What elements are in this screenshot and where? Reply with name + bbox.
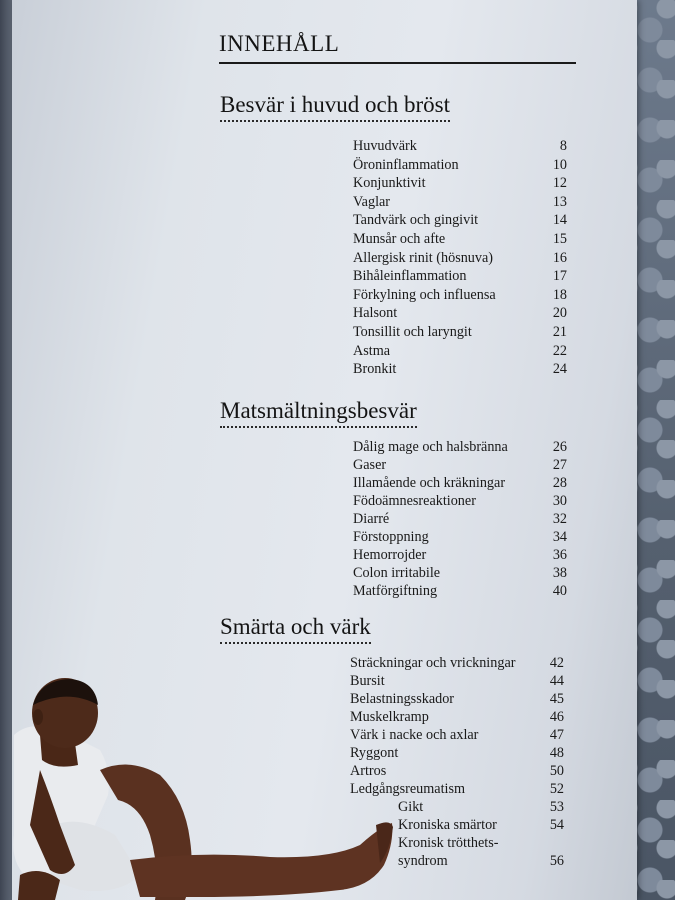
- toc-entry: [353, 564, 567, 582]
- entry-label: Kroniska smärtor: [398, 817, 497, 833]
- toc-entry: [353, 582, 567, 600]
- page-title: INNEHÅLL: [219, 30, 576, 64]
- entry-label: Artros: [350, 763, 387, 779]
- toc-entry: [353, 528, 567, 546]
- entry-label: Belastningsskador: [350, 691, 455, 707]
- toc-entry: [353, 137, 567, 155]
- entry-page-number: 32: [552, 511, 567, 527]
- entry-label: Illamående och kräkningar: [353, 475, 506, 491]
- entry-page-number: 10: [552, 156, 567, 173]
- entry-label: Bihåleinflammation: [353, 268, 467, 285]
- toc-entry: [353, 230, 567, 248]
- entry-page-number: 14: [552, 212, 567, 229]
- entry-page-number: 21: [552, 324, 567, 340]
- toc-entry: [353, 156, 567, 174]
- section-heading-digestion: Matsmältningsbesvär: [220, 398, 417, 428]
- toc-entry: [353, 211, 567, 229]
- entry-label: Allergisk rinit (hösnuva): [353, 249, 494, 266]
- entry-label: Ryggont: [350, 745, 399, 761]
- toc-entry: [353, 546, 567, 564]
- entry-page-number: 15: [552, 231, 567, 247]
- toc-entry: [353, 286, 567, 304]
- toc-subentry: [398, 816, 564, 834]
- entry-label: Bursit: [350, 673, 385, 689]
- entry-page-number: 50: [549, 763, 564, 779]
- toc-entry: [353, 323, 567, 341]
- entry-page-number: 28: [552, 475, 567, 491]
- toc-subentry: [398, 798, 564, 816]
- entry-page-number: 36: [552, 547, 567, 563]
- entry-label: Konjunktivit: [353, 175, 426, 192]
- entry-page-number: 42: [549, 655, 564, 671]
- toc-entry: [353, 304, 567, 322]
- section-heading-pain: Smärta och värk: [220, 614, 371, 644]
- entry-label: Munsår och afte: [353, 231, 446, 247]
- entry-page-number: 12: [552, 175, 567, 192]
- entry-label: Öroninflammation: [353, 156, 459, 173]
- entry-label: Födoämnesreaktioner: [353, 493, 476, 509]
- entry-label: Huvudvärk: [353, 138, 417, 154]
- entry-page-number: 38: [552, 565, 567, 581]
- entry-page-number: 56: [549, 853, 564, 869]
- entry-label: Colon irritabile: [353, 565, 441, 581]
- entry-page-number: 22: [552, 342, 567, 359]
- entry-page-number: 30: [552, 493, 567, 509]
- entry-label: Sträckningar och vrickningar: [350, 655, 516, 671]
- title-block: [219, 30, 576, 64]
- entry-label: Diarré: [353, 511, 390, 527]
- entry-page-number: 34: [552, 529, 567, 545]
- person-stretching-illustration: [0, 675, 400, 900]
- entry-page-number: 26: [552, 439, 567, 455]
- entry-page-number: 48: [549, 745, 564, 761]
- entry-label: Tandvärk och gingivit: [353, 212, 479, 229]
- entry-label: Matförgiftning: [353, 583, 438, 599]
- toc-entry: [353, 342, 567, 360]
- toc-entry: [353, 492, 567, 510]
- entry-label: Vaglar: [353, 193, 391, 210]
- entry-label: Värk i nacke och axlar: [350, 727, 479, 743]
- entry-label: Halsont: [353, 305, 398, 322]
- toc-entry: [353, 174, 567, 192]
- entry-page-number: 47: [549, 727, 564, 743]
- entry-label: Kronisk trötthets-syndrom: [398, 835, 499, 869]
- entry-page-number: 16: [552, 249, 567, 266]
- toc-entry: [353, 438, 567, 456]
- entry-page-number: 20: [552, 305, 567, 322]
- toc-entry: [353, 474, 567, 492]
- entry-label: Bronkit: [353, 361, 397, 378]
- entry-page-number: 13: [552, 193, 567, 210]
- entry-label: Dålig mage och halsbränna: [353, 439, 508, 455]
- entry-page-number: 40: [552, 583, 567, 599]
- toc-entry: [353, 456, 567, 474]
- entry-label: Förkylning och influensa: [353, 286, 496, 303]
- entry-label: Förstoppning: [353, 529, 429, 545]
- entry-label: Muskelkramp: [350, 709, 429, 725]
- toc-entry: [353, 267, 567, 285]
- entry-label: Gaser: [353, 457, 387, 473]
- toc-entry: [353, 510, 567, 528]
- entry-page-number: 44: [549, 673, 564, 689]
- entry-page-number: 45: [549, 691, 564, 707]
- entry-page-number: 8: [559, 138, 567, 154]
- entry-page-number: 17: [552, 268, 567, 285]
- toc-entry: [353, 360, 567, 378]
- entry-page-number: 27: [552, 457, 567, 473]
- entry-page-number: 18: [552, 286, 567, 303]
- entry-page-number: 52: [549, 781, 564, 797]
- entry-page-number: 24: [552, 361, 567, 378]
- entry-label: Hemorrojder: [353, 547, 427, 563]
- entry-page-number: 46: [549, 709, 564, 725]
- toc-entry: [353, 193, 567, 211]
- entry-label: Ledgångsreumatism: [350, 781, 466, 797]
- toc-entry: [353, 249, 567, 267]
- section-heading-head-chest: Besvär i huvud och bröst: [220, 92, 450, 122]
- toc-entry: [350, 654, 564, 672]
- toc-subentry: [398, 834, 564, 870]
- entry-page-number: 53: [549, 799, 564, 815]
- entry-label: Gikt: [398, 799, 424, 815]
- entry-label: Astma: [353, 342, 391, 359]
- entry-page-number: 54: [549, 817, 564, 833]
- entry-label: Tonsillit och laryngit: [353, 324, 472, 340]
